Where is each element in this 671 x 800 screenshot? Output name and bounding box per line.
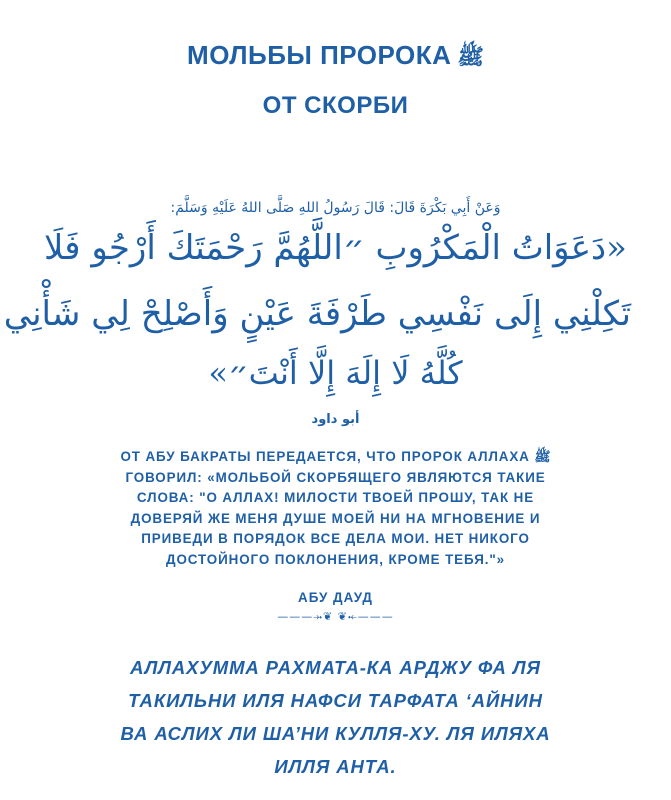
title-text: МОЛЬБЫ ПРОРОКА xyxy=(187,40,452,70)
arabic-intro: وَعَنْ أَبِي بَكْرَةَ قَالَ: قَالَ رَسُولُ اللهِ صَلَّى اللهُ عَلَيْهِ وَسَلَّمَ: xyxy=(170,200,501,216)
translation-line: ДОВЕРЯЙ ЖЕ МЕНЯ ДУШЕ МОЕЙ НИ НА МГНОВЕНИЕ И xyxy=(130,510,541,526)
transliteration-line: ТАКИЛЬНИ ИЛЯ НАФСИ ТАРФАТА ‘АЙНИН xyxy=(128,690,543,711)
transliteration-line: ИЛЛЯ АНТА. xyxy=(274,756,397,777)
russian-source: АБУ ДАУД xyxy=(298,590,373,605)
transliteration-line: АЛЛАХУММА РАХМАТА-КА АРДЖУ ФА ЛЯ xyxy=(130,657,541,678)
arabic-line-3: كُلَّهُ لَا إِلَهَ إِلَّا أَنْتَ״» xyxy=(208,354,463,392)
arabic-line-2: تَكِلْنِي إِلَى نَفْسِي طَرْفَةَ عَيْنٍ وَأَصْلِحْ لِي شَأْنِي xyxy=(3,294,631,334)
translation-line: ГОВОРИЛ: «МОЛЬБОЙ СКОРБЯЩЕГО ЯВЛЯЮТСЯ ТАКИЕ xyxy=(125,469,546,485)
arabic-line-1: «دَعَوَاتُ الْمَكْرُوبِ ״اللَّهُمَّ رَحْمَتَكَ أَرْجُو فَلَا xyxy=(44,228,627,268)
salawat-symbol: ﷺ xyxy=(457,45,484,70)
page-title xyxy=(0,40,671,75)
russian-translation xyxy=(50,447,621,570)
transliteration xyxy=(40,651,631,783)
transliteration-line: ВА АСЛИХ ЛИ ША’НИ КУЛЛЯ-ХУ. ЛЯ ИЛЯХА xyxy=(120,723,551,744)
translation-line: СЛОВА: "О АЛЛАХ! МИЛОСТИ ТВОЕЙ ПРОШУ, ТАК НЕ xyxy=(136,490,535,505)
translation-line: ДОСТОЙНОГО ПОКЛОНЕНИЯ, КРОМЕ ТЕБЯ."» xyxy=(166,551,505,567)
ornament-divider: ———⤞❦ ❦⤝——— xyxy=(277,610,394,623)
page-subtitle: ОТ СКОРБИ xyxy=(262,92,409,119)
translation-line: ОТ АБУ БАКРАТЫ ПЕРЕДАЕТСЯ, ЧТО ПРОРОК АЛЛАХА ﷺ xyxy=(120,449,551,464)
translation-line: ПРИВЕДИ В ПОРЯДОК ВСЕ ДЕЛА МОИ. НЕТ НИКОГО xyxy=(141,531,530,546)
arabic-source: أبو داود xyxy=(311,412,360,427)
